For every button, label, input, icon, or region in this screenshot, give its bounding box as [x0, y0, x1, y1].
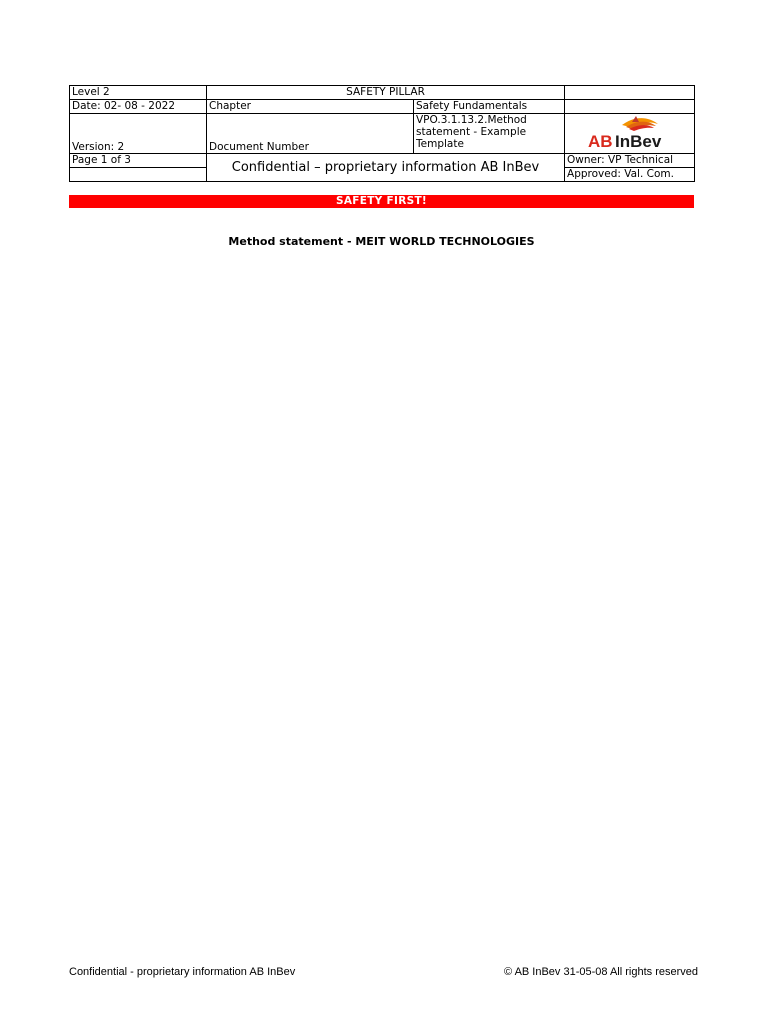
- date-cell: Date: 02- 08 - 2022: [70, 100, 207, 114]
- svg-text:InBev: InBev: [614, 132, 661, 150]
- abinbev-logo-icon: [582, 114, 678, 150]
- empty-cell: [565, 100, 695, 114]
- empty-cell: [70, 168, 207, 182]
- version-cell: Version: 2: [70, 114, 207, 154]
- company-logo: [565, 114, 695, 154]
- level-cell: Level 2: [70, 86, 207, 100]
- confidential-cell: Confidential – proprietary information AB InBev: [207, 154, 565, 182]
- approved-cell: Approved: Val. Com.: [565, 168, 695, 182]
- page-cell: Page 1 of 3: [70, 154, 207, 168]
- document-number-value-cell: VPO.3.1.13.2.Method statement - Example Template: [414, 114, 565, 154]
- chapter-value-cell: Safety Fundamentals: [414, 100, 565, 114]
- safety-first-banner: SAFETY FIRST!: [69, 195, 694, 208]
- footer-copyright: © AB InBev 31-05-08 All rights reserved: [504, 966, 698, 978]
- document-title: Method statement - MEIT WORLD TECHNOLOGIES: [228, 235, 535, 248]
- svg-text:AB: AB: [587, 132, 613, 150]
- pillar-cell: SAFETY PILLAR: [207, 86, 565, 100]
- document-number-label-cell: Document Number: [207, 114, 414, 154]
- owner-cell: Owner: VP Technical: [565, 154, 695, 168]
- footer-confidential: Confidential - proprietary information AB InBev: [69, 966, 296, 978]
- empty-cell: [565, 86, 695, 100]
- document-header-table: [69, 85, 695, 182]
- chapter-label-cell: Chapter: [207, 100, 414, 114]
